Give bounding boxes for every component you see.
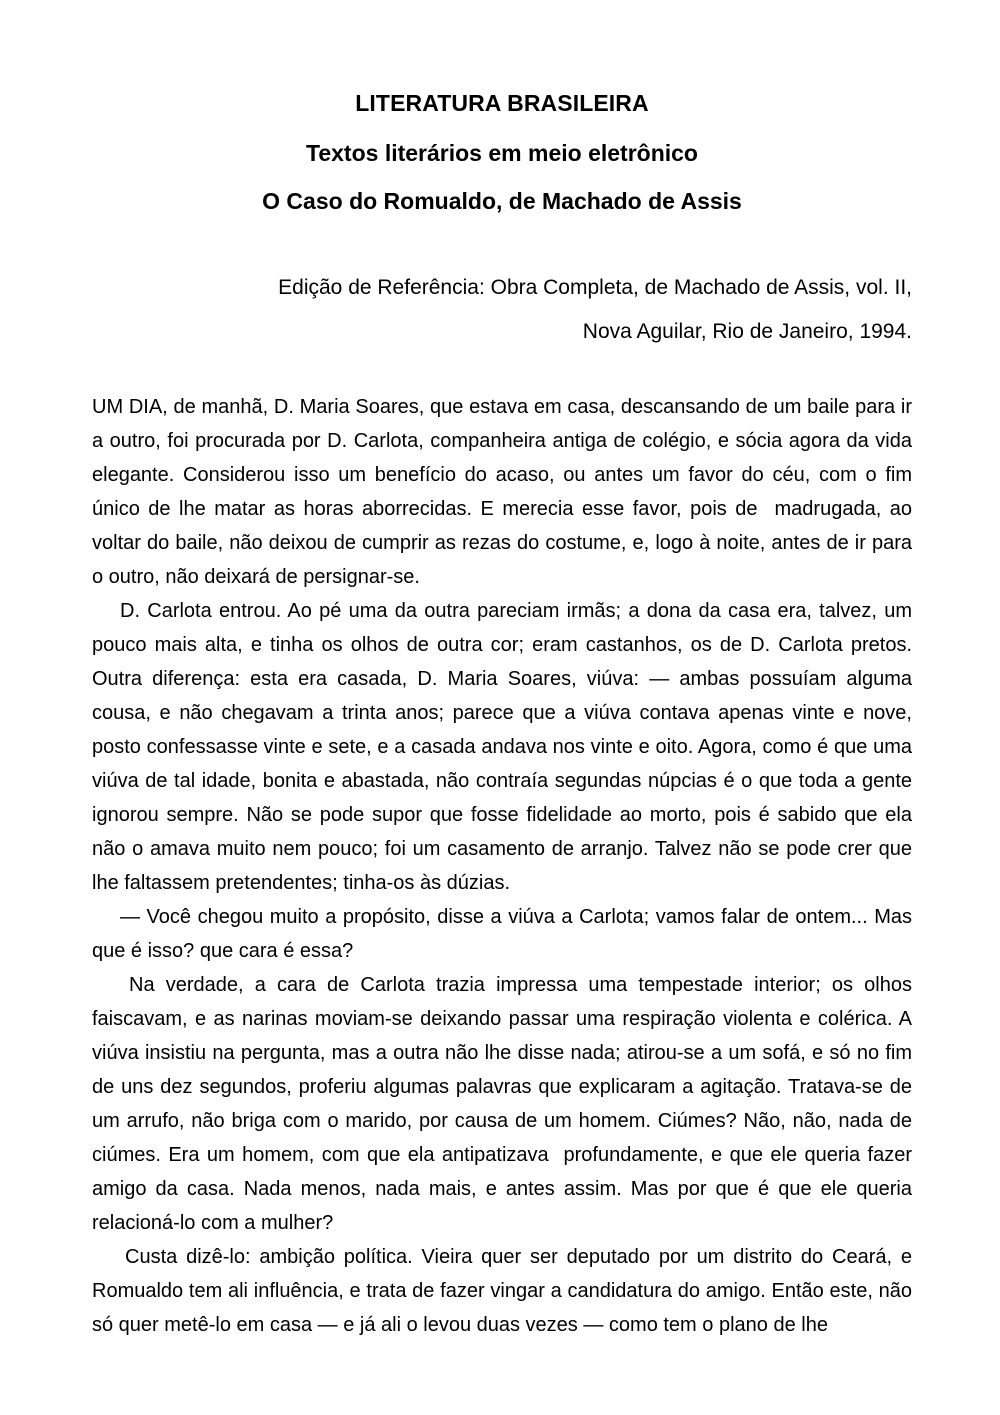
page-title: LITERATURA BRASILEIRA <box>355 90 649 116</box>
body-text <box>92 390 918 1342</box>
paragraph-2: D. Carlota entrou. Ao pé uma da outra pareciam irmãs; a dona da casa era, talvez, um pouco mais alta, e tinha os olhos de outra cor; eram castanhos, os de D. Carlota pretos. Outra diferença: esta era casada, D. Maria Soares, viúva: — ambas possuíam alguma cousa, e não chegavam a trinta anos; parece que a viúva contava apenas vinte e nove, posto confessasse vinte e sete, e a casada andava nos vinte e oito. Agora, como é que uma viúva de tal idade, bonita e abastada, não contraía segundas núpcias é o que toda a gente ignorou sempre. Não se pode supor que fosse fidelidade ao morto, pois é sabido que ela não o amava muito nem pouco; foi um casamento de arranjo. Talvez não se pode crer que lhe faltassem pretendentes; tinha-os às dúzias. <box>92 600 918 894</box>
reference-line-2: Nova Aguilar, Rio de Janeiro, 1994. <box>582 320 912 343</box>
document-subtitle: Textos literários em meio eletrônico <box>306 140 698 166</box>
title-block <box>92 0 912 218</box>
paragraph-4: Na verdade, a cara de Carlota trazia impressa uma tempestade interior; os olhos faiscavam, e as narinas moviam-se deixando passar uma respiração violenta e colérica. A viúva insistiu na pergunta, mas a outra não lhe disse nada; atirou-se a um sofá, e só no fim de uns dez segundos, proferiu algumas palavras que explicaram a agitação. Tratava-se de um arrufo, não briga com o marido, por causa de um homem. Ciúmes? Não, não, nada de ciúmes. Era um homem, com que ela antipatizava profundamente, e que ele queria fazer amigo da casa. Nada menos, nada mais, e antes assim. Mas por que é que ele queria relacioná-lo com a mulher? <box>92 974 918 1234</box>
page-content <box>92 0 918 1342</box>
paragraph-3: — Você chegou muito a propósito, disse a viúva a Carlota; vamos falar de ontem... Mas que é isso? que cara é essa? <box>92 906 918 962</box>
work-title: O Caso do Romualdo, de Machado de Assis <box>262 188 742 214</box>
paragraph-5: Custa dizê-lo: ambição política. Vieira quer ser deputado por um distrito do Ceará, e Romualdo tem ali influência, e trata de fazer vingar a candidatura do amigo. Então este, não só quer metê-lo em casa — e já ali o levou duas vezes — como tem o plano de lhe <box>92 1246 918 1336</box>
reference-edition-block <box>92 266 912 354</box>
reference-line-1: Edição de Referência: Obra Completa, de Machado de Assis, vol. II, <box>278 276 912 299</box>
paragraph-1: UM DIA, de manhã, D. Maria Soares, que estava em casa, descansando de um baile para ir a outro, foi procurada por D. Carlota, companheira antiga de colégio, e sócia agora da vida elegante. Considerou isso um benefício do acaso, ou antes um favor do céu, com o fim único de lhe matar as horas aborrecidas. E merecia esse favor, pois de madrugada, ao voltar do baile, não deixou de cumprir as rezas do costume, e, logo à noite, antes de ir para o outro, não deixará de persignar-se. <box>92 396 918 588</box>
